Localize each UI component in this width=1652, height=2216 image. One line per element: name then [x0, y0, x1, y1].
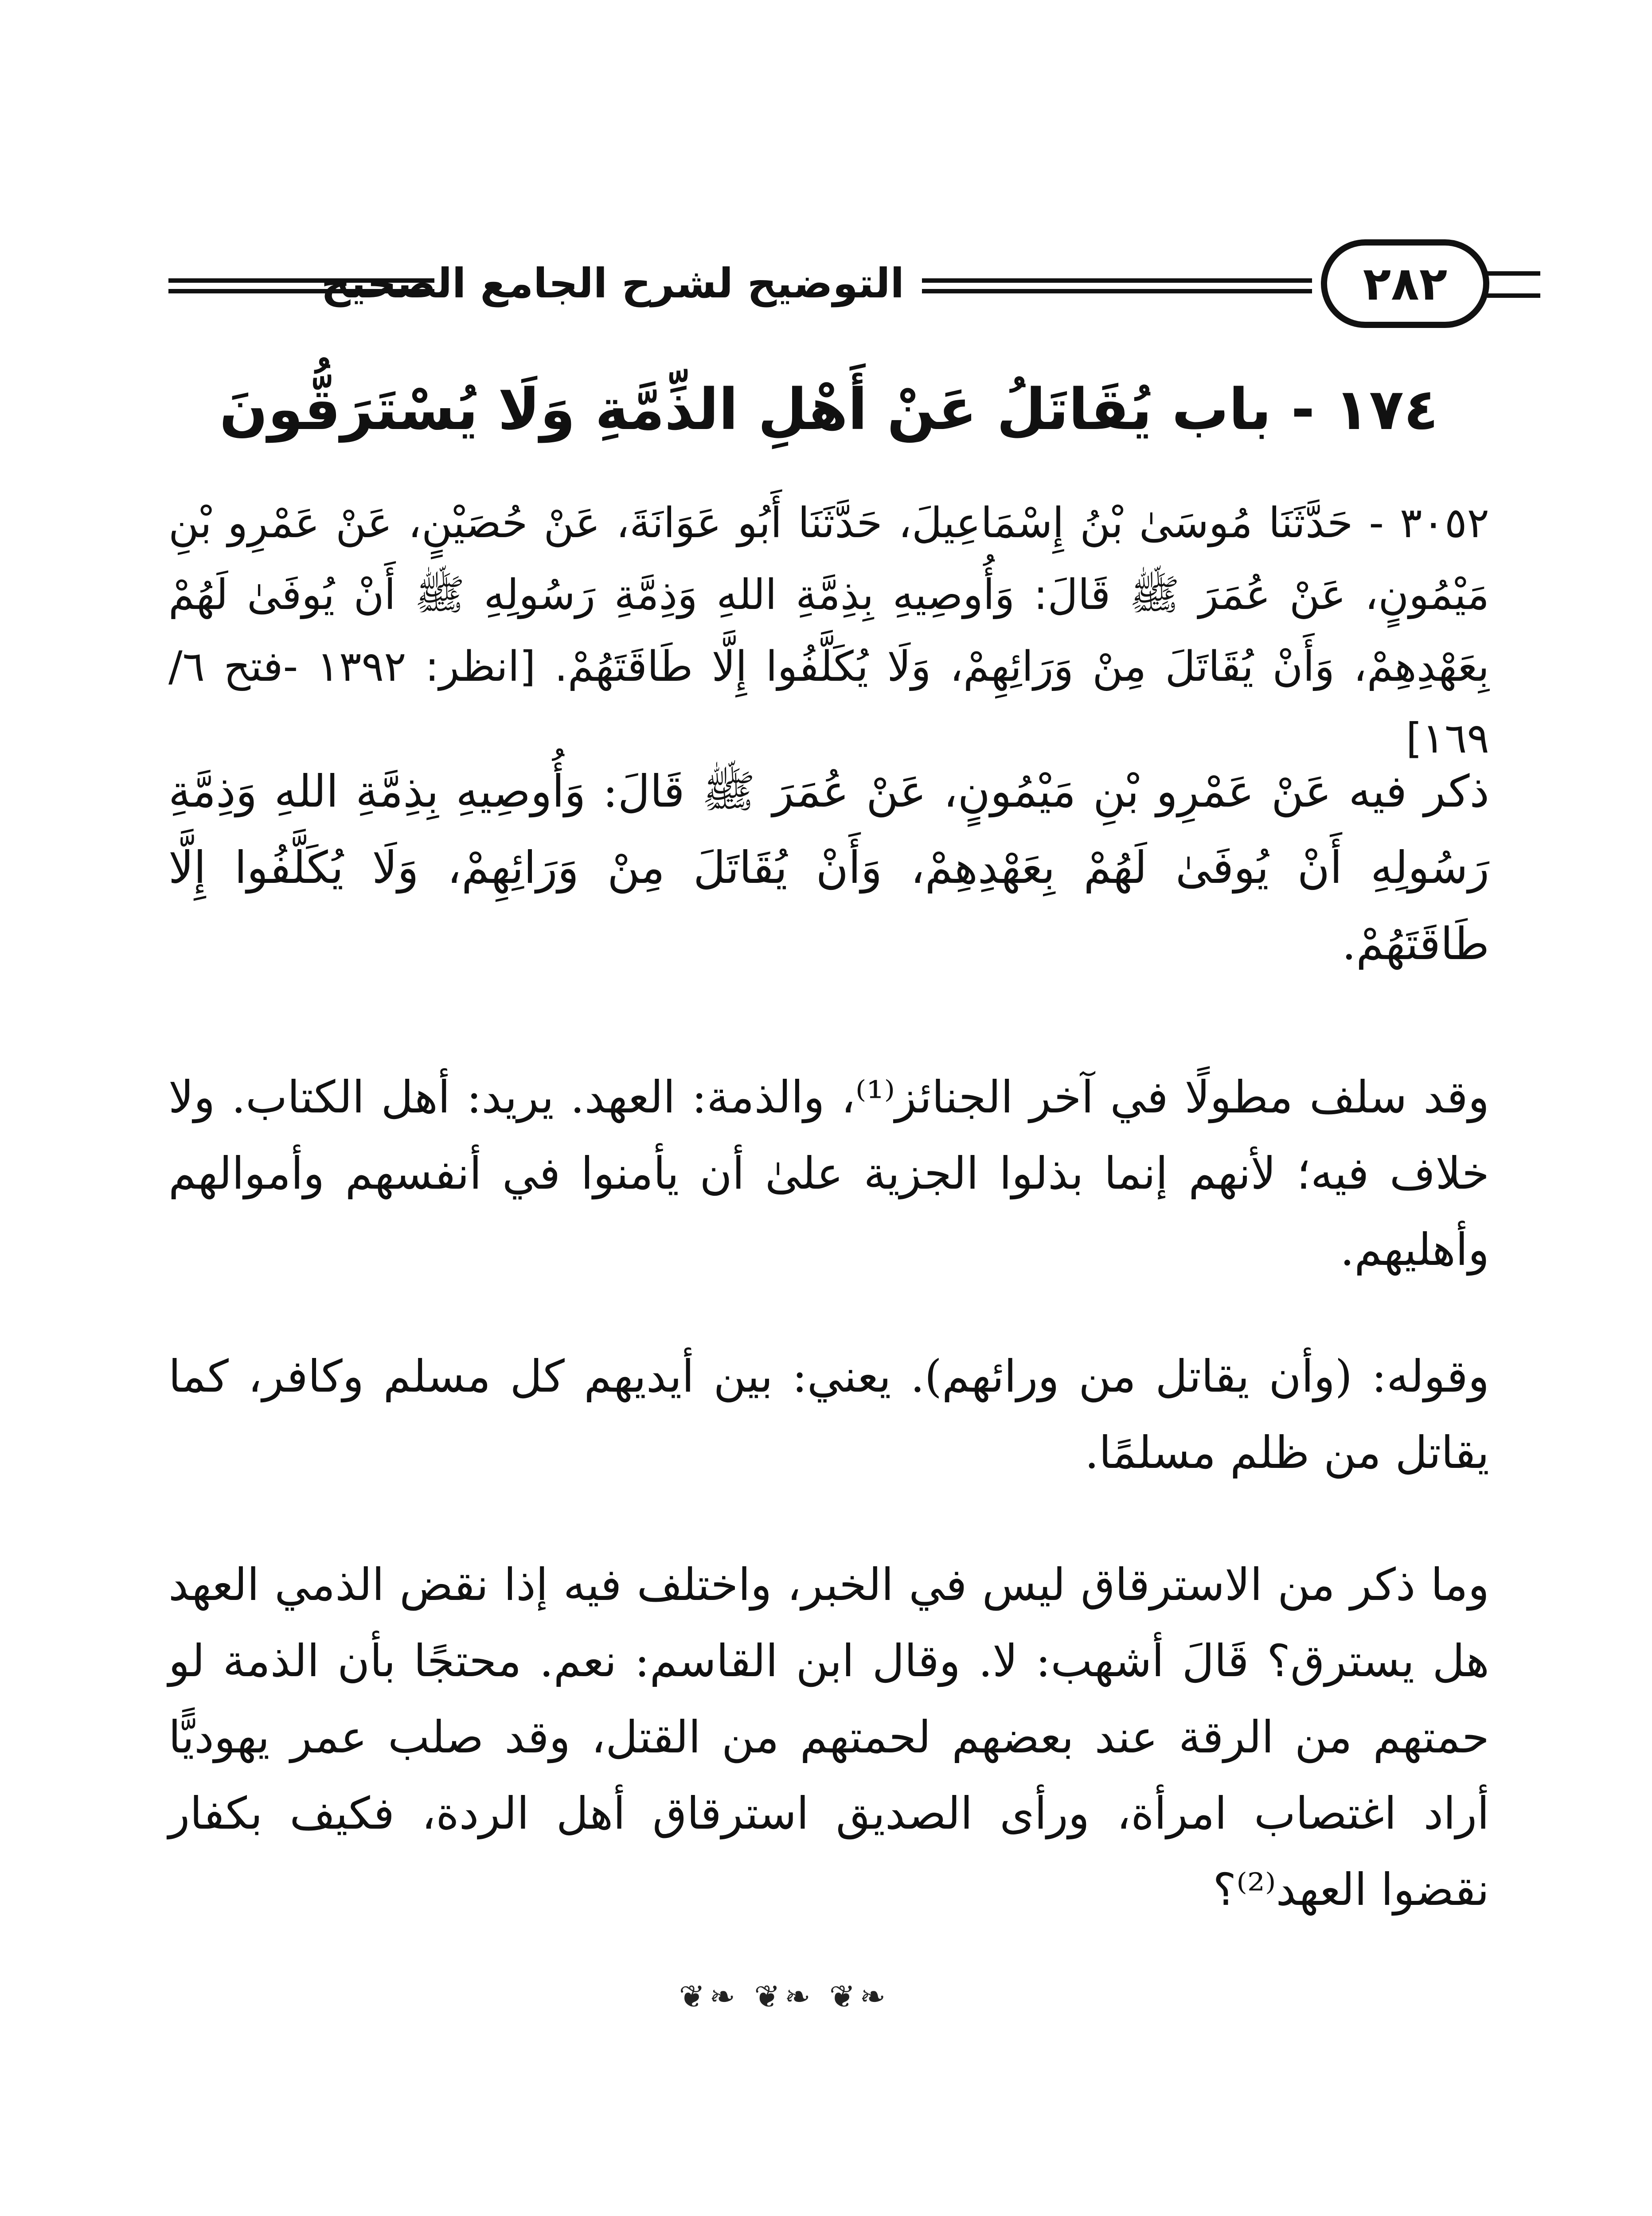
commentary-paragraph-1: ذكر فيه عَنْ عَمْرِو بْنِ مَيْمُونٍ، عَنْ عُمَرَ ﷺ قَالَ: وَأُوصِيهِ بِذِمَّةِ اللهِ وَذِمَّةِ رَسُولِهِ أَنْ يُوفَىٰ لَهُمْ بِعَهْدِهِمْ، وَأَنْ يُقَاتَلَ مِنْ وَرَائِهِمْ، وَلَا يُكَلَّفُوا إِلَّا طَاقَتَهُمْ.	[168, 765, 1489, 970]
page-number-badge	[1321, 239, 1489, 328]
running-header	[168, 239, 1489, 332]
commentary-paragraph-4: وما ذكر من الاسترقاق ليس في الخبر، واختلف فيه إذا نقض الذمي العهد هل يسترق؟ قَالَ أشهب: لا. وقال ابن القاسم: نعم. محتجًا بأن الذمة لو حمتهم من الرقة عند بعضهم لحمتهم من القتل، وقد صلب عمر يهوديًّا أراد اغتصاب امرأة، ورأى الصديق استرقاق أهل الردة، فكيف بكفار نقضوا العهد⁽²⁾؟	[168, 1559, 1489, 1916]
chapter-heading: ١٧٤ - باب يُقَاتَلُ عَنْ أَهْلِ الذِّمَّةِ وَلَا يُسْتَرَقُّونَ	[219, 377, 1438, 443]
section-end-ornament: ❦❧ ❦❧ ❦❧	[679, 1978, 890, 2015]
running-title: التوضيح لشرح الجامع الصحيح	[321, 260, 904, 307]
hadith-text: ٣٠٥٢ - حَدَّثَنَا مُوسَىٰ بْنُ إِسْمَاعِيلَ، حَدَّثَنَا أَبُو عَوَانَةَ، عَنْ حُصَيْنٍ، عَنْ عَمْرِو بْنِ مَيْمُونٍ، عَنْ عُمَرَ ﷺ قَالَ: وَأُوصِيهِ بِذِمَّةِ اللهِ وَذِمَّةِ رَسُولِهِ ﷺ أَنْ يُوفَىٰ لَهُمْ بِعَهْدِهِمْ، وَأَنْ يُقَاتَلَ مِنْ وَرَائِهِمْ، وَلَا يُكَلَّفُوا إِلَّا طَاقَتَهُمْ. [انظر: ١٣٩٢ -فتح ٦/ ١٦٩]	[168, 499, 1489, 763]
header-double-rule-right	[922, 278, 1312, 293]
page-number: ٢٨٢	[1363, 257, 1448, 311]
commentary-paragraph-2: وقد سلف مطولًا في آخر الجنائز⁽¹⁾، والذمة: العهد. يريد: أهل الكتاب. ولا خلاف فيه؛ لأنهم إنما بذلوا الجزية علىٰ أن يأمنوا في أنفسهم وأموالهم وأهليهم.	[168, 1071, 1489, 1276]
commentary-paragraph-3: وقوله: (وأن يقاتل من ورائهم). يعني: بين أيديهم كل مسلم وكافر، كما يقاتل من ظلم مسلمًا.	[168, 1350, 1489, 1479]
badge-ornament-tail	[1487, 271, 1540, 298]
